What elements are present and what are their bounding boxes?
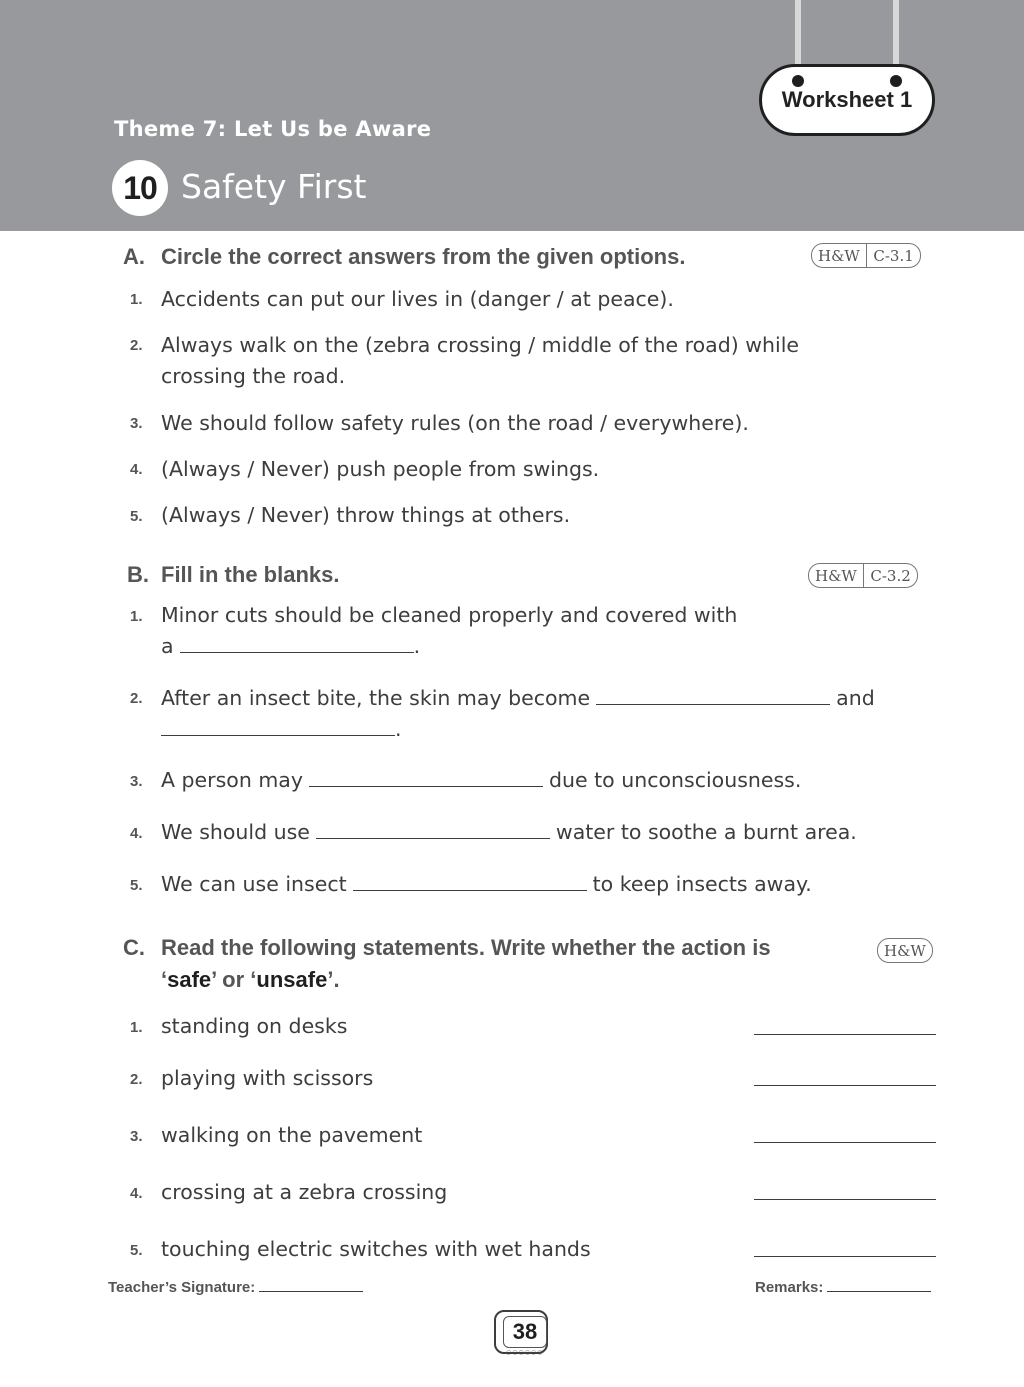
- text-before-blank: After an insect bite, the skin may become: [161, 686, 591, 710]
- question-text: Accidents can put our lives in (danger / at peace).: [161, 287, 674, 311]
- page-header: [0, 0, 1024, 231]
- answer-blank[interactable]: [180, 652, 414, 653]
- badge-hole-left: [792, 75, 804, 87]
- section-c-instruction-continued: [161, 963, 340, 996]
- tag-code: C-3.1: [873, 246, 914, 265]
- keyword-unsafe: unsafe: [256, 967, 328, 992]
- section-a-letter: A.: [123, 244, 145, 269]
- text-after-blank: .: [395, 717, 402, 741]
- question-number: 2.: [130, 337, 143, 354]
- remarks-line[interactable]: [827, 1291, 931, 1292]
- section-c-tag: [877, 938, 933, 963]
- keyword-safe: safe: [167, 967, 212, 992]
- teacher-signature: [108, 1279, 363, 1296]
- question-text: crossing at a zebra crossing: [161, 1180, 448, 1204]
- question-number: 5.: [130, 1242, 143, 1259]
- question-number: 4.: [130, 461, 143, 478]
- section-b-instruction: Fill in the blanks.: [161, 562, 340, 587]
- answer-line[interactable]: [754, 1142, 936, 1143]
- connector-text: ’ or ‘: [211, 967, 257, 992]
- text-after-blank: and: [836, 686, 875, 710]
- text-after-blank: water to soothe a burnt area.: [555, 820, 857, 844]
- question-text: Always walk on the (zebra crossing / middle of the road) while: [161, 333, 800, 357]
- text-after-blank: due to unconsciousness.: [549, 768, 802, 792]
- answer-blank[interactable]: [353, 890, 587, 891]
- tag-subject: H&W: [884, 941, 926, 960]
- signature-line[interactable]: [259, 1291, 363, 1292]
- question-text-continued: crossing the road.: [161, 364, 346, 388]
- answer-line[interactable]: [754, 1085, 936, 1086]
- question-text: We should follow safety rules (on the road / everywhere).: [161, 411, 749, 435]
- tag-subject: H&W: [815, 566, 857, 585]
- question-text: [161, 765, 801, 796]
- badge-hole-right: [890, 75, 902, 87]
- question-number: 1.: [130, 608, 143, 625]
- text-before-blank: a: [161, 634, 174, 658]
- question-number: 1.: [130, 1019, 143, 1036]
- section-a-instruction: Circle the correct answers from the given options.: [161, 244, 686, 269]
- question-number: 3.: [130, 773, 143, 790]
- answer-line[interactable]: [754, 1256, 936, 1257]
- text-after-blank: .: [413, 634, 421, 658]
- text-before-blank: We should use: [161, 820, 310, 844]
- tag-subject: H&W: [818, 246, 860, 265]
- answer-line[interactable]: [754, 1199, 936, 1200]
- theme-title: Theme 7: Let Us be Aware: [114, 117, 432, 141]
- text-after-blank: to keep insects away.: [592, 872, 812, 896]
- question-text: walking on the pavement: [161, 1123, 423, 1147]
- question-number: 4.: [130, 1185, 143, 1202]
- question-number: 4.: [130, 825, 143, 842]
- question-text: standing on desks: [161, 1014, 348, 1038]
- question-text-continued: [161, 631, 420, 662]
- text-before-blank: A person may: [161, 768, 303, 792]
- question-number: 2.: [130, 690, 143, 707]
- question-number: 5.: [130, 877, 143, 894]
- question-number: 5.: [130, 508, 143, 525]
- question-text: touching electric switches with wet hands: [161, 1237, 591, 1261]
- answer-blank[interactable]: [161, 735, 395, 736]
- answer-line[interactable]: [754, 1034, 936, 1035]
- answer-blank[interactable]: [596, 704, 830, 705]
- section-a-tag: [811, 243, 921, 268]
- page-badge-dots: ○○○○○○: [506, 1349, 544, 1356]
- question-number: 3.: [130, 415, 143, 432]
- section-c-letter: C.: [123, 935, 145, 960]
- text-before-blank: We can use insect: [161, 872, 347, 896]
- quote-mark: ’.: [327, 967, 340, 992]
- question-text-continued: [161, 714, 402, 745]
- question-number: 2.: [130, 1071, 143, 1088]
- question-text: [161, 869, 812, 900]
- section-b-letter: B.: [127, 562, 149, 587]
- question-number: 3.: [130, 1128, 143, 1145]
- tag-code: C-3.2: [870, 566, 911, 585]
- signature-label: Teacher’s Signature:: [108, 1279, 256, 1296]
- question-text: Minor cuts should be cleaned properly and covered with: [161, 603, 738, 627]
- question-text: [161, 817, 857, 848]
- page-badge-frame: [494, 1310, 548, 1354]
- page-number-badge: [492, 1308, 552, 1356]
- worksheet-label: Worksheet 1: [781, 87, 913, 112]
- remarks-label: Remarks:: [755, 1279, 824, 1296]
- section-c-instruction: Read the following statements. Write whether the action is: [161, 935, 771, 960]
- answer-blank[interactable]: [309, 786, 543, 787]
- page-number: 38: [503, 1316, 547, 1348]
- chapter-title: Safety First: [181, 167, 367, 206]
- quote-mark: ‘: [161, 967, 168, 992]
- question-number: 1.: [130, 291, 143, 308]
- remarks: [755, 1279, 931, 1296]
- question-text: (Always / Never) push people from swings.: [161, 457, 600, 481]
- question-text: playing with scissors: [161, 1066, 374, 1090]
- answer-blank[interactable]: [316, 838, 550, 839]
- chapter-number: 10: [112, 160, 168, 216]
- question-text: [161, 683, 875, 714]
- section-b-tag: [808, 563, 918, 588]
- question-text: (Always / Never) throw things at others.: [161, 503, 571, 527]
- worksheet-badge: [759, 64, 935, 136]
